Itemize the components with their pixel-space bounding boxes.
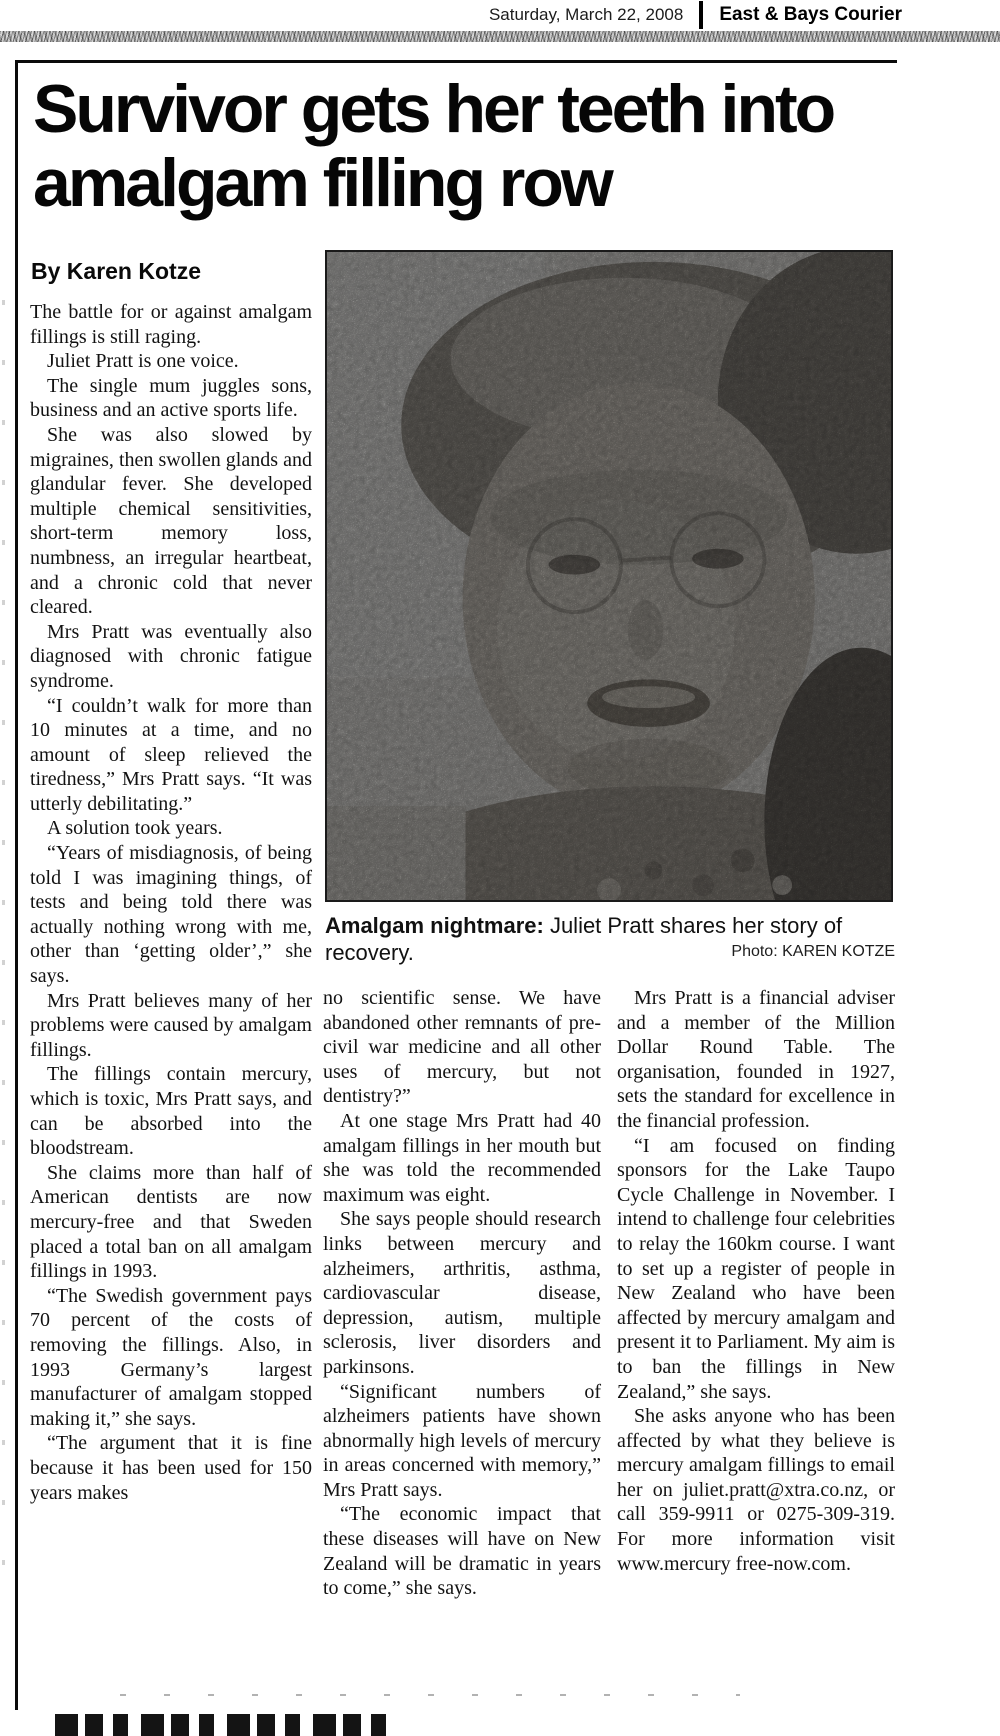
caption-lead: Amalgam nightmare: [325,913,544,938]
paragraph: “The argument that it is fine because it has been used for 150 years makes [30,1432,312,1504]
byline: By Karen Kotze [31,258,201,284]
paragraph: The fillings contain mercury, which is toxic, Mrs Pratt says, and can be absorbed into the bloodstream. [30,1063,312,1160]
paragraph: Mrs Pratt believes many of her problems were caused by amalgam fillings. [30,989,312,1061]
paper-name: East & Bays Courier [719,4,902,25]
masthead [0,0,1000,30]
paragraph: She claims more than half of American dentists are now mercury-free and that Sweden placed a total ban on all amalgam fillings in 1993. [30,1161,312,1283]
masthead-divider [699,1,703,29]
photo-juliet-pratt [325,250,893,902]
column-left [30,300,312,1505]
column-middle [323,986,601,1601]
paragraph: “I am focused on finding sponsors for the Lake Taupo Cycle Challenge in November. I intend to challenge four celebrities to relay the 160km course. I want to set up a register of people in New Zealand who have been affected by mercury amalgam and present it to Parliament. My aim is to ban the fillings in New Zealand,” she says. [617,1134,895,1403]
headline: Survivor gets her teeth into amalgam filling row [33,71,834,221]
paragraph: Mrs Pratt was eventually also diagnosed with chronic fatigue syndrome. [30,620,312,692]
paragraph: A solution took years. [47,817,223,840]
paragraph: “The Swedish government pays 70 percent of the costs of removing the fillings. Also, in 1993 Germany’s largest manufacturer of amalgam stopped making it,” she says. [30,1284,312,1430]
paragraph: no scientific sense. We have abandoned other remnants of pre-civil war medicine and all other uses of mercury, but not dentistry?” [323,987,601,1108]
paragraph: At one stage Mrs Pratt had 40 amalgam fillings in her mouth but she was told the recommended maximum was eight. [323,1109,601,1206]
paragraph: She asks anyone who has been affected by what they believe is mercury amalgam fillings to email her on juliet.pratt@xtra.co.nz, or call 359-9911 or 0275-309-319. For more information visit www.mercury free-now.com. [617,1405,895,1575]
paragraph: “Years of misdiagnosis, of being told I was imagining things, of tests and being told there was actually nothing wrong with me, other than ‘getting older’,” she says. [30,842,312,988]
paragraph: Mrs Pratt is a financial adviser and a member of the Million Dollar Round Table. The organisation, founded in 1927, sets the standard for excellence in the financial profession. [617,987,895,1132]
issue-date: Saturday, March 22, 2008 [488,5,684,24]
scan-edge-artifacts [2,300,5,1600]
halftone-portrait [327,252,891,900]
column-right [617,986,895,1576]
paragraph: “I couldn’t walk for more than 10 minutes at a time, and no amount of sleep relieved the tiredness,” Mrs Pratt says. “It was utterly debilitating.” [30,694,312,815]
paragraph: She says people should research links between mercury and alzheimers, arthritis, asthma, cardiovascular disease, depression, autism, multiple sclerosis, liver disorders and parkinsons. [323,1208,601,1378]
caption-text: Juliet Pratt shares her story of recovery. [325,913,843,965]
decorative-noise-rule [0,31,1000,42]
paragraph: The battle for or against amalgam fillings is still raging. [30,301,312,348]
paragraph: The single mum juggles sons, business and an active sports life. [30,374,312,422]
paragraph: She was also slowed by migraines, then swollen glands and glandular fever. She developed multiple chemical sensitivities, short-term memory loss, numbness, an irregular heartbeat, and a chronic cold that never cleared. [30,423,312,619]
paragraph: “Significant numbers of alzheimers patients have shown abnormally high levels of mercury in areas concerned with memory,” Mrs Pratt says. [323,1380,601,1501]
paragraph: Juliet Pratt is one voice. [47,350,239,373]
partial-next-headline [55,1714,390,1736]
paragraph: “The economic impact that these diseases will have on New Zealand will be dramatic in years to come,” she says. [323,1503,601,1600]
photo-credit: Photo: KAREN KOTZE [731,943,895,960]
scan-speckle [120,1694,740,1696]
photo-caption [325,912,895,966]
